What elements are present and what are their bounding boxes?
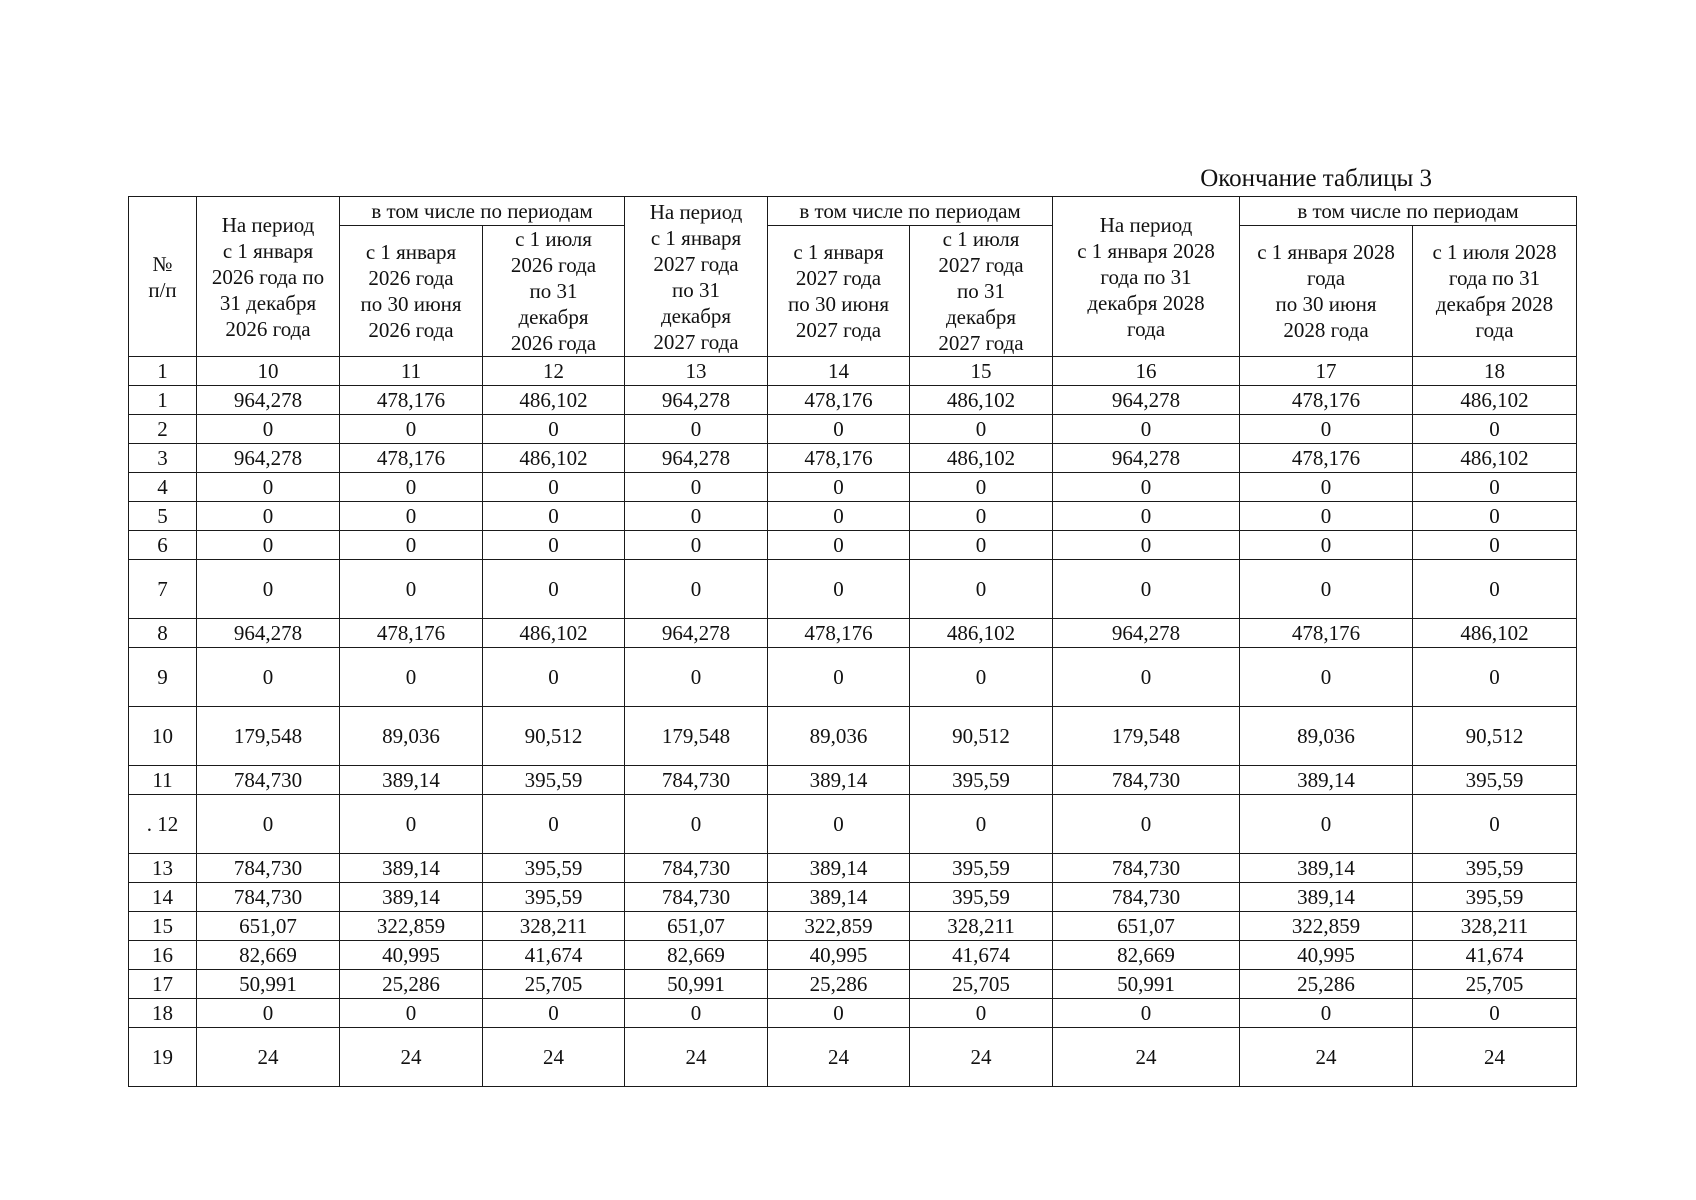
value-cell: 395,59: [483, 854, 625, 883]
value-cell: 395,59: [910, 766, 1053, 795]
value-cell: 486,102: [910, 444, 1053, 473]
value-cell: 784,730: [1053, 766, 1240, 795]
value-cell: 389,14: [1240, 883, 1413, 912]
value-cell: 0: [340, 795, 483, 854]
row-number-cell: 8: [129, 619, 197, 648]
value-cell: 964,278: [1053, 444, 1240, 473]
value-cell: 478,176: [340, 444, 483, 473]
column-number: 18: [1413, 357, 1577, 386]
row-number-cell: 19: [129, 1028, 197, 1087]
value-cell: 389,14: [768, 854, 910, 883]
row-number-cell: 3: [129, 444, 197, 473]
value-cell: 90,512: [483, 707, 625, 766]
value-cell: 0: [768, 473, 910, 502]
table-row: [129, 560, 1577, 619]
header-period-2028: На период с 1 января 2028 года по 31 декабря 2028 года: [1053, 197, 1240, 357]
value-cell: 389,14: [1240, 854, 1413, 883]
value-cell: 0: [1053, 415, 1240, 444]
value-cell: 478,176: [768, 444, 910, 473]
value-cell: 0: [197, 531, 340, 560]
table-row: [129, 766, 1577, 795]
row-number-cell: 17: [129, 970, 197, 999]
value-cell: 179,548: [1053, 707, 1240, 766]
value-cell: 0: [910, 502, 1053, 531]
table-row: [129, 444, 1577, 473]
value-cell: 24: [340, 1028, 483, 1087]
row-number-cell: 5: [129, 502, 197, 531]
value-cell: 0: [1053, 795, 1240, 854]
value-cell: 0: [483, 560, 625, 619]
row-number-cell: 13: [129, 854, 197, 883]
value-cell: 0: [910, 531, 1053, 560]
value-cell: 964,278: [1053, 386, 1240, 415]
value-cell: 0: [1413, 648, 1577, 707]
value-cell: 0: [1413, 531, 1577, 560]
value-cell: 0: [197, 648, 340, 707]
data-table: [128, 196, 1577, 1087]
header-group-2027: в том числе по периодам: [768, 197, 1053, 226]
value-cell: 90,512: [1413, 707, 1577, 766]
value-cell: 478,176: [1240, 619, 1413, 648]
value-cell: 0: [768, 502, 910, 531]
value-cell: 24: [197, 1028, 340, 1087]
value-cell: 395,59: [910, 883, 1053, 912]
value-cell: 0: [910, 795, 1053, 854]
value-cell: 0: [1413, 415, 1577, 444]
value-cell: 784,730: [1053, 883, 1240, 912]
row-number-cell: 15: [129, 912, 197, 941]
value-cell: 0: [197, 415, 340, 444]
header-group-2028: в том числе по периодам: [1240, 197, 1577, 226]
value-cell: 0: [768, 560, 910, 619]
value-cell: 82,669: [625, 941, 768, 970]
value-cell: 651,07: [625, 912, 768, 941]
value-cell: 89,036: [340, 707, 483, 766]
value-cell: 322,859: [768, 912, 910, 941]
value-cell: 0: [910, 648, 1053, 707]
column-number: 1: [129, 357, 197, 386]
value-cell: 784,730: [197, 766, 340, 795]
value-cell: 0: [910, 999, 1053, 1028]
value-cell: 964,278: [625, 444, 768, 473]
value-cell: 0: [768, 415, 910, 444]
row-number-cell: 10: [129, 707, 197, 766]
value-cell: 25,286: [340, 970, 483, 999]
value-cell: 41,674: [483, 941, 625, 970]
header-period-2027: На период с 1 января 2027 года по 31 декабря 2027 года: [625, 197, 768, 357]
header-row-group: [129, 197, 1577, 226]
header-row-sub: [129, 226, 1577, 357]
value-cell: 964,278: [197, 619, 340, 648]
value-cell: 784,730: [197, 883, 340, 912]
header-2027-h2: с 1 июля 2027 года по 31 декабря 2027 года: [910, 226, 1053, 357]
column-number: 15: [910, 357, 1053, 386]
value-cell: 0: [1053, 531, 1240, 560]
value-cell: 389,14: [1240, 766, 1413, 795]
table-row: [129, 386, 1577, 415]
value-cell: 784,730: [625, 883, 768, 912]
header-num: № п/п: [129, 197, 197, 357]
value-cell: 328,211: [910, 912, 1053, 941]
value-cell: 964,278: [197, 386, 340, 415]
row-number-cell: 1: [129, 386, 197, 415]
table-row: [129, 999, 1577, 1028]
value-cell: 0: [340, 415, 483, 444]
value-cell: 50,991: [197, 970, 340, 999]
table-row: [129, 648, 1577, 707]
value-cell: 395,59: [483, 883, 625, 912]
value-cell: 478,176: [768, 619, 910, 648]
header-2026-h1: с 1 января 2026 года по 30 июня 2026 года: [340, 226, 483, 357]
value-cell: 0: [625, 999, 768, 1028]
value-cell: 0: [910, 473, 1053, 502]
value-cell: 0: [197, 999, 340, 1028]
value-cell: 395,59: [1413, 854, 1577, 883]
value-cell: 24: [1053, 1028, 1240, 1087]
table-row: [129, 1028, 1577, 1087]
header-2026-h2: с 1 июля 2026 года по 31 декабря 2026 года: [483, 226, 625, 357]
value-cell: 0: [1240, 795, 1413, 854]
column-number: 10: [197, 357, 340, 386]
value-cell: 486,102: [483, 619, 625, 648]
value-cell: 0: [768, 648, 910, 707]
value-cell: 0: [625, 795, 768, 854]
value-cell: 0: [1053, 502, 1240, 531]
value-cell: 0: [340, 648, 483, 707]
value-cell: 478,176: [768, 386, 910, 415]
value-cell: 784,730: [625, 854, 768, 883]
row-number-cell: 11: [129, 766, 197, 795]
value-cell: 40,995: [1240, 941, 1413, 970]
value-cell: 0: [340, 560, 483, 619]
value-cell: 0: [1413, 795, 1577, 854]
value-cell: 478,176: [1240, 386, 1413, 415]
value-cell: 82,669: [197, 941, 340, 970]
value-cell: 395,59: [1413, 883, 1577, 912]
value-cell: 0: [340, 999, 483, 1028]
row-number-cell: 16: [129, 941, 197, 970]
value-cell: 328,211: [1413, 912, 1577, 941]
table-row: [129, 707, 1577, 766]
table-row: [129, 970, 1577, 999]
value-cell: 82,669: [1053, 941, 1240, 970]
value-cell: 486,102: [1413, 619, 1577, 648]
value-cell: 24: [910, 1028, 1053, 1087]
value-cell: 89,036: [768, 707, 910, 766]
value-cell: 0: [197, 560, 340, 619]
column-number: 14: [768, 357, 910, 386]
value-cell: 24: [1240, 1028, 1413, 1087]
value-cell: 41,674: [1413, 941, 1577, 970]
value-cell: 90,512: [910, 707, 1053, 766]
value-cell: 486,102: [910, 386, 1053, 415]
column-number-row: [129, 357, 1577, 386]
row-number-cell: 6: [129, 531, 197, 560]
value-cell: 395,59: [910, 854, 1053, 883]
value-cell: 0: [768, 531, 910, 560]
value-cell: 0: [768, 999, 910, 1028]
value-cell: 322,859: [1240, 912, 1413, 941]
table-row: [129, 531, 1577, 560]
value-cell: 0: [483, 473, 625, 502]
value-cell: 784,730: [197, 854, 340, 883]
value-cell: 0: [1240, 415, 1413, 444]
value-cell: 0: [1240, 531, 1413, 560]
table-row: [129, 883, 1577, 912]
value-cell: 25,705: [1413, 970, 1577, 999]
value-cell: 40,995: [340, 941, 483, 970]
value-cell: 0: [340, 531, 483, 560]
value-cell: 395,59: [1413, 766, 1577, 795]
value-cell: 486,102: [483, 444, 625, 473]
value-cell: 25,286: [768, 970, 910, 999]
value-cell: 0: [1240, 473, 1413, 502]
value-cell: 389,14: [340, 766, 483, 795]
value-cell: 40,995: [768, 941, 910, 970]
row-number-cell: 7: [129, 560, 197, 619]
value-cell: 0: [625, 473, 768, 502]
column-number: 13: [625, 357, 768, 386]
value-cell: 0: [1053, 648, 1240, 707]
value-cell: 964,278: [1053, 619, 1240, 648]
value-cell: 0: [1053, 560, 1240, 619]
value-cell: 0: [625, 531, 768, 560]
value-cell: 50,991: [1053, 970, 1240, 999]
value-cell: 0: [197, 502, 340, 531]
value-cell: 784,730: [1053, 854, 1240, 883]
value-cell: 25,286: [1240, 970, 1413, 999]
row-number-cell: 9: [129, 648, 197, 707]
row-number-cell: 18: [129, 999, 197, 1028]
value-cell: 0: [483, 502, 625, 531]
value-cell: 0: [625, 502, 768, 531]
value-cell: 0: [1413, 502, 1577, 531]
value-cell: 0: [340, 502, 483, 531]
value-cell: 784,730: [625, 766, 768, 795]
value-cell: 0: [483, 415, 625, 444]
value-cell: 322,859: [340, 912, 483, 941]
value-cell: 24: [768, 1028, 910, 1087]
table-row: [129, 854, 1577, 883]
value-cell: 964,278: [625, 386, 768, 415]
value-cell: 486,102: [483, 386, 625, 415]
value-cell: 0: [625, 648, 768, 707]
value-cell: 486,102: [1413, 444, 1577, 473]
value-cell: 89,036: [1240, 707, 1413, 766]
value-cell: 24: [483, 1028, 625, 1087]
table-body: [129, 386, 1577, 1087]
value-cell: 0: [197, 795, 340, 854]
value-cell: 0: [768, 795, 910, 854]
column-number: 16: [1053, 357, 1240, 386]
value-cell: 50,991: [625, 970, 768, 999]
table-row: [129, 795, 1577, 854]
value-cell: 0: [1413, 473, 1577, 502]
value-cell: 0: [1053, 473, 1240, 502]
value-cell: 0: [483, 531, 625, 560]
value-cell: 0: [910, 560, 1053, 619]
value-cell: 964,278: [197, 444, 340, 473]
value-cell: 0: [1240, 560, 1413, 619]
value-cell: 486,102: [910, 619, 1053, 648]
value-cell: 0: [910, 415, 1053, 444]
column-number: 17: [1240, 357, 1413, 386]
value-cell: 0: [625, 560, 768, 619]
table-row: [129, 941, 1577, 970]
value-cell: 24: [1413, 1028, 1577, 1087]
value-cell: 389,14: [768, 883, 910, 912]
value-cell: 0: [1413, 560, 1577, 619]
value-cell: 179,548: [625, 707, 768, 766]
row-number-cell: 4: [129, 473, 197, 502]
value-cell: 328,211: [483, 912, 625, 941]
row-number-cell: . 12: [129, 795, 197, 854]
column-number: 12: [483, 357, 625, 386]
value-cell: 0: [483, 795, 625, 854]
value-cell: 0: [1053, 999, 1240, 1028]
value-cell: 0: [483, 648, 625, 707]
row-number-cell: 14: [129, 883, 197, 912]
value-cell: 0: [1413, 999, 1577, 1028]
value-cell: 651,07: [1053, 912, 1240, 941]
value-cell: 478,176: [340, 386, 483, 415]
value-cell: 0: [1240, 648, 1413, 707]
value-cell: 478,176: [1240, 444, 1413, 473]
value-cell: 0: [1240, 502, 1413, 531]
header-group-2026: в том числе по периодам: [340, 197, 625, 226]
header-2027-h1: с 1 января 2027 года по 30 июня 2027 года: [768, 226, 910, 357]
value-cell: 478,176: [340, 619, 483, 648]
table-header: [129, 197, 1577, 386]
table-caption: Окончание таблицы 3: [1200, 165, 1432, 192]
value-cell: 486,102: [1413, 386, 1577, 415]
value-cell: 24: [625, 1028, 768, 1087]
value-cell: 964,278: [625, 619, 768, 648]
value-cell: 25,705: [910, 970, 1053, 999]
value-cell: 0: [1240, 999, 1413, 1028]
value-cell: 389,14: [340, 883, 483, 912]
value-cell: 0: [625, 415, 768, 444]
value-cell: 25,705: [483, 970, 625, 999]
header-period-2026: На период с 1 января 2026 года по 31 декабря 2026 года: [197, 197, 340, 357]
column-number: 11: [340, 357, 483, 386]
value-cell: 0: [483, 999, 625, 1028]
value-cell: 41,674: [910, 941, 1053, 970]
table-row: [129, 619, 1577, 648]
table-row: [129, 473, 1577, 502]
value-cell: 0: [340, 473, 483, 502]
row-number-cell: 2: [129, 415, 197, 444]
table-row: [129, 415, 1577, 444]
value-cell: 0: [197, 473, 340, 502]
value-cell: 395,59: [483, 766, 625, 795]
table-row: [129, 912, 1577, 941]
header-2028-h2: с 1 июля 2028 года по 31 декабря 2028 года: [1413, 226, 1577, 357]
value-cell: 389,14: [768, 766, 910, 795]
value-cell: 389,14: [340, 854, 483, 883]
value-cell: 179,548: [197, 707, 340, 766]
table-row: [129, 502, 1577, 531]
value-cell: 651,07: [197, 912, 340, 941]
header-2028-h1: с 1 января 2028 года по 30 июня 2028 года: [1240, 226, 1413, 357]
